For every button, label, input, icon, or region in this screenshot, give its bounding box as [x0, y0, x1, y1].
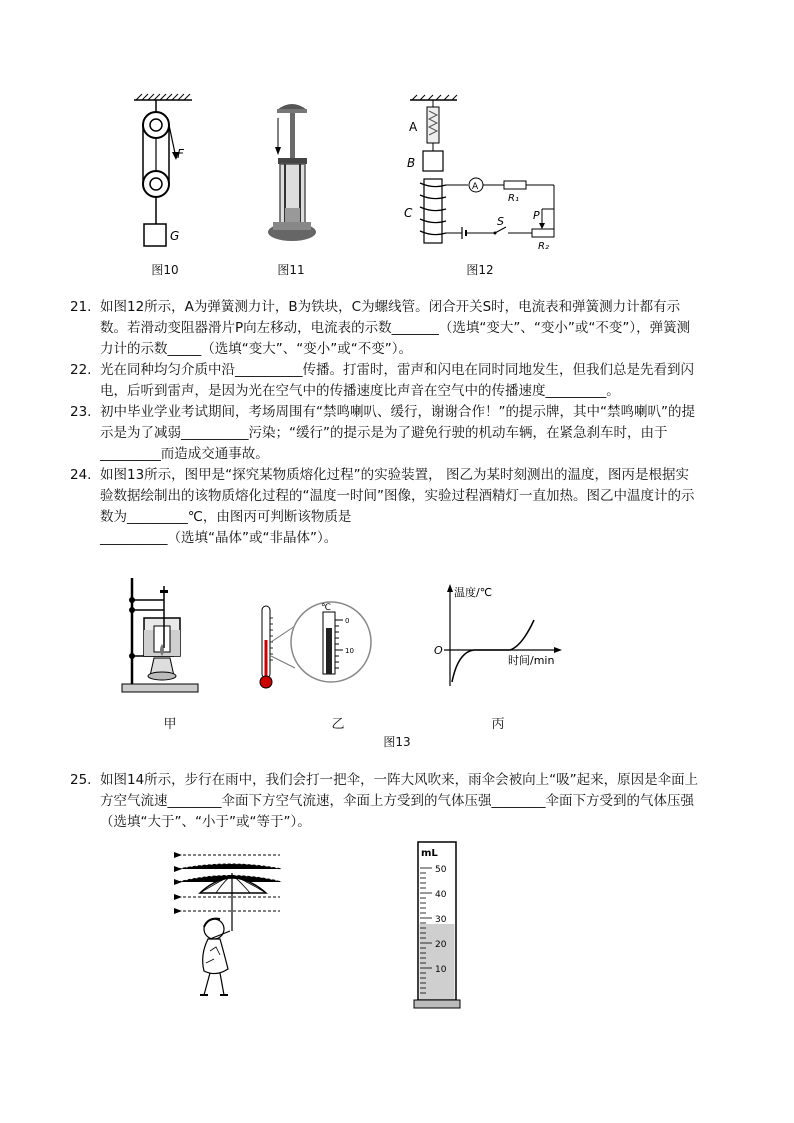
- label-R1: R₁: [508, 193, 519, 204]
- cylinder-tick-40: 40: [435, 890, 447, 900]
- fig11-caption: 图11: [277, 263, 305, 277]
- label-F: F: [177, 147, 184, 161]
- question-text: 初中毕业学业考试期间，考场周围有“禁鸣喇叭、缓行，谢谢合作！”的提示牌，其中“禁鸣喇叭”的提示是为了减弱__________污染；“缓行”的提示是为了避免行驶的机动车辆，在紧急刹车时，由于_________而造成交通事故。: [100, 404, 695, 462]
- label-R2: R₂: [538, 241, 549, 252]
- graph-origin: O: [434, 644, 443, 657]
- label-A-spring: A: [409, 120, 418, 134]
- question-number: 24.: [70, 467, 92, 483]
- label-C: C: [404, 206, 413, 220]
- label-G: G: [170, 229, 180, 243]
- label-jia: 甲: [163, 717, 177, 732]
- thermo-tick-0: 0: [345, 617, 350, 625]
- thermo-unit: ℃: [321, 603, 332, 613]
- graph-xlabel: 时间/min: [508, 654, 555, 667]
- figure-13-apparatus-jia: [120, 572, 200, 697]
- figure-12-circuit: [402, 97, 567, 252]
- fig12-caption: 图12: [466, 263, 494, 277]
- label-S: S: [497, 215, 504, 228]
- cylinder-tick-50: 50: [435, 865, 447, 875]
- figure-14-umbrella: [170, 845, 295, 1005]
- figure-13-graph-bing: [430, 582, 565, 692]
- question-number: 21.: [70, 299, 92, 315]
- fig10-caption: 图10: [151, 263, 179, 277]
- question-25: [70, 770, 700, 833]
- question-text: 光在同种均匀介质中沿__________传播。打雷时，雷声和闪电在同时同地发生，但我们总是先看到闪电，后听到雷声，是因为光在空气中的传播速度比声音在空气中的传播速度_________。: [100, 362, 694, 399]
- cylinder-tick-10: 10: [435, 965, 447, 975]
- label-P: P: [533, 209, 540, 222]
- question-24-continued: [100, 528, 700, 549]
- question-text: 如图13所示，图甲是“探究某物质熔化过程”的实验装置， 图乙为某时刻测出的温度，图丙是根据实验数据绘制出的该物质熔化过程的“温度一时间”图像，实验过程酒精灯一直加热。图乙中温度计的示数为_________℃，由图丙可判断该物质是: [100, 467, 695, 525]
- graduated-cylinder: [412, 838, 462, 1013]
- thermo-tick-10: 10: [345, 647, 354, 655]
- figure-10-pulley: [130, 92, 200, 252]
- question-number: 25.: [70, 772, 92, 788]
- figure-11-apparatus: [265, 100, 320, 250]
- question-text: __________（选填“晶体”或“非晶体”）。: [100, 530, 338, 546]
- figure-13-thermometer-yi: [255, 598, 375, 693]
- question-text: 如图14所示，步行在雨中，我们会打一把伞，一阵大风吹来，雨伞会被向上“吸”起来，原因是伞面上方空气流速________伞面下方空气流速，伞面上方受到的气体压强________伞面下方受到的气体压强（选填“大于”、“小于”或“等于”）。: [100, 772, 699, 830]
- question-21: [70, 297, 700, 360]
- question-number: 22.: [70, 362, 92, 378]
- question-number: 23.: [70, 404, 92, 420]
- label-B: B: [407, 156, 416, 170]
- question-23: [70, 402, 700, 465]
- question-24: [70, 465, 700, 528]
- question-text: 如图12所示，A为弹簧测力计，B为铁块，C为螺线管。闭合开关S时，电流表和弹簧测力计都有示数。若滑动变阻器滑片P向左移动，电流表的示数_______（选填“变大”、“变小”或“不变”），弹簧测力计的示数_____（选填“变大”、“变小”或“不变”）。: [100, 299, 691, 357]
- label-bing: 丙: [491, 717, 505, 732]
- label-yi: 乙: [331, 717, 345, 732]
- question-22: [70, 360, 700, 402]
- cylinder-tick-20: 20: [435, 940, 447, 950]
- fig13-caption: 图13: [383, 735, 411, 749]
- cylinder-tick-30: 30: [435, 915, 447, 925]
- graph-ylabel: 温度/℃: [454, 586, 493, 599]
- label-ammeter: A: [472, 182, 479, 192]
- cylinder-unit: mL: [421, 848, 438, 859]
